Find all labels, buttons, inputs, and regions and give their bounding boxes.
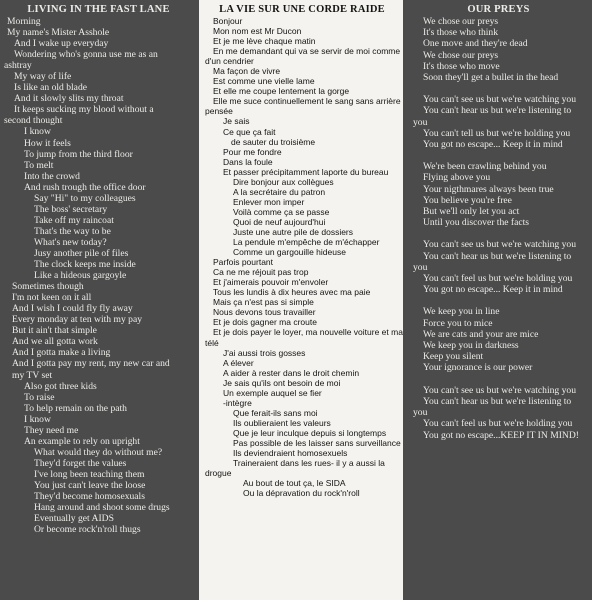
lyric-line: Every monday at ten with my pay <box>12 314 143 326</box>
lyric-line: You can't hear us but we're listening to <box>423 105 572 117</box>
lyric-line: pensée <box>205 106 233 117</box>
lyric-line: Je sais <box>223 116 250 127</box>
lyric-line: You can't see us but we're watching you <box>423 94 577 106</box>
lyric-line: de sauter du troisième <box>231 136 316 147</box>
lyric-line: Nous devons tous travailler <box>213 307 316 318</box>
lyric-line: How it feels <box>24 137 71 149</box>
lyric-line: Hang around and shoot some drugs <box>34 502 170 514</box>
lyric-line: The boss' secretary <box>34 203 108 215</box>
lyric-line: Eventually get AIDS <box>34 513 114 525</box>
lyric-line: The clock keeps me inside <box>34 259 136 271</box>
lyric-line: We are cats and your are mice <box>423 328 539 340</box>
lyric-line: I'm not keen on it all <box>12 292 92 304</box>
lyric-line: -intègre <box>223 397 252 408</box>
lyric-line: you <box>413 261 428 273</box>
lyric-line: Pas possible de les laisser sans surveillance <box>233 437 401 448</box>
lyric-line: Flying above you <box>423 172 491 184</box>
lyric-line: An example to rely on upright <box>24 435 140 447</box>
lyric-line: I know <box>24 126 51 138</box>
lyric-line: And I gotta pay my rent, my new car and <box>12 358 170 370</box>
lyric-line: What's new today? <box>34 236 107 248</box>
lyric-line: You can't hear us but we're listening to <box>423 250 572 262</box>
lyric-line <box>409 150 588 161</box>
lyric-line: What would they do without me? <box>34 446 163 458</box>
lyric-line: Est comme une vielle lame <box>213 76 315 87</box>
lyric-line: You can't feel us but we're holding you <box>423 273 573 285</box>
song-title: LIVING IN THE FAST LANE <box>27 4 170 15</box>
lyric-line: And it slowly slits my throat <box>14 93 124 105</box>
lyrics-lines <box>4 16 193 535</box>
lyric-line: Juste une autre pile de dossiers <box>233 226 354 237</box>
lyric-line: Parfois pourtant <box>213 257 274 268</box>
lyric-line: Ils deviendraient homosexuels <box>233 448 348 459</box>
lyric-line: Or become rock'n'roll thugs <box>34 524 141 536</box>
lyrics-column-middle <box>199 0 403 600</box>
lyric-line: my TV set <box>12 369 53 381</box>
lyric-line: And I wish I could fly fly away <box>12 303 133 315</box>
lyric-line: And I wake up everyday <box>14 38 109 50</box>
lyric-line: And rush trough the office door <box>24 181 146 193</box>
lyric-line: Jusy another pile of files <box>34 247 129 259</box>
lyric-line: We keep you in line <box>423 306 500 318</box>
lyric-line <box>409 374 588 385</box>
lyric-line: Force you to mice <box>423 317 493 329</box>
lyric-line: you <box>413 116 428 128</box>
lyric-line: You can't see us but we're watching you <box>423 239 577 251</box>
lyric-line: To jump from the third floor <box>24 148 133 160</box>
lyric-line: Et j'aimerais pouvoir m'envoler <box>213 277 329 288</box>
lyrics-lines <box>205 16 403 499</box>
lyric-line: Traineraient dans les rues- il y a aussi la <box>233 458 385 469</box>
lyric-line: Soon they'll get a bullet in the head <box>423 72 559 84</box>
lyric-line: It's those who think <box>423 27 499 39</box>
lyric-line: Ma façon de vivre <box>213 66 281 77</box>
lyric-line: Et je dois gagner ma croute <box>213 317 317 328</box>
lyric-line: En me demandant qui va se servir de moi comme <box>213 46 401 57</box>
lyric-line: To raise <box>24 391 55 403</box>
lyric-line: Quoi de neuf aujourd'hui <box>233 216 326 227</box>
lyric-line: We're been crawling behind you <box>423 161 547 173</box>
lyric-line: Voilà comme ça se passe <box>233 206 330 217</box>
lyric-line: Tous les lundis à dix heures avec ma paie <box>213 287 371 298</box>
lyric-line: Like a hideous gargoyle <box>34 270 127 282</box>
lyric-line: My name's Mister Asshole <box>7 27 110 39</box>
lyric-line: Et je dois payer le loyer, ma nouvelle voiture et ma <box>213 327 403 338</box>
lyric-line: Take off my raincoat <box>34 214 114 226</box>
lyric-line: Morning <box>7 16 41 27</box>
lyric-line: To melt <box>24 159 54 171</box>
lyric-line: A élever <box>223 357 254 368</box>
lyric-line: But we'll only let you act <box>423 206 520 218</box>
lyric-line: My way of life <box>14 71 72 83</box>
lyric-line: Bonjour <box>213 16 243 26</box>
lyric-line: télé <box>205 337 219 348</box>
lyric-line: second thought <box>4 115 63 127</box>
lyric-line: Ce que ça fait <box>223 126 276 137</box>
lyric-line: I've long been teaching them <box>34 468 145 480</box>
lyric-line: Enlever mon imper <box>233 196 305 207</box>
lyric-line: Your nigthmares always been true <box>423 183 554 195</box>
lyric-line: We keep you in darkness <box>423 340 519 352</box>
lyric-line: It keeps sucking my blood without a <box>14 104 154 116</box>
lyric-line: Elle me suce continuellement le sang sans arrière <box>213 96 401 107</box>
lyric-line: You believe you're free <box>423 194 512 206</box>
lyric-line: You got no escape... Keep it in mind <box>423 139 563 151</box>
lyric-line: Say "Hi" to my colleagues <box>34 192 136 204</box>
lyric-line: d'un cendrier <box>205 56 254 67</box>
lyric-line: Ou la dépravation du rock'n'roll <box>243 488 360 499</box>
lyrics-lines <box>409 16 588 441</box>
lyrics-column-left <box>0 0 199 600</box>
lyric-line: We chose our preys <box>423 16 499 27</box>
lyric-line: Until you discover the facts <box>423 217 530 229</box>
lyric-line: you <box>413 407 428 419</box>
lyric-line: A aider à rester dans le droit chemin <box>223 367 360 378</box>
lyric-line: You can't tell us but we're holding you <box>423 127 571 139</box>
lyric-line: Dans la foule <box>223 156 273 167</box>
lyric-line: And I gotta make a living <box>12 347 111 359</box>
lyric-line: Au bout de tout ça, le SIDA <box>243 478 346 489</box>
lyric-line: You got no escape...KEEP IT IN MIND! <box>423 429 579 441</box>
lyric-line: Also got three kids <box>24 380 97 392</box>
lyric-line: Ca ne me réjouit pas trop <box>213 267 309 278</box>
lyric-line: Is like an old blade <box>14 82 87 94</box>
lyric-line: J'ai aussi trois gosses <box>223 347 306 358</box>
lyric-line: Sometimes though <box>12 281 84 293</box>
lyric-line <box>409 295 588 306</box>
lyric-line: Wondering who's gonna use me as an <box>14 49 158 61</box>
lyric-line: We chose our preys <box>423 49 499 61</box>
lyric-line: That's the way to be <box>34 225 111 237</box>
lyric-line: Je sais qu'ils ont besoin de moi <box>223 377 341 388</box>
song-title: OUR PREYS <box>467 4 530 15</box>
lyric-line: ashtray <box>4 60 32 72</box>
lyric-line: Un exemple auquel se fier <box>223 387 322 398</box>
lyric-line: You can't feel us but we're holding you <box>423 418 573 430</box>
song-title: LA VIE SUR UNE CORDE RAIDE <box>219 4 385 15</box>
lyric-line <box>409 228 588 239</box>
lyric-line <box>409 83 588 94</box>
lyric-line: Mais ça n'est pas si simple <box>213 297 314 308</box>
lyric-line: They need me <box>24 424 79 436</box>
lyric-line: Pour me fondre <box>223 146 282 157</box>
lyric-line: Et je me lève chaque matin <box>213 36 316 47</box>
lyrics-column-right <box>403 0 592 600</box>
lyric-line: I know <box>24 413 51 425</box>
lyric-line: Et passer précipitamment laporte du bureau <box>223 166 389 177</box>
lyric-line: Que je leur inculque depuis si longtemps <box>233 427 387 438</box>
lyric-line: You got no escape... Keep it in mind <box>423 284 563 296</box>
lyric-line: Keep you silent <box>423 351 484 363</box>
lyric-line: La pendule m'empêche de m'échapper <box>233 237 380 248</box>
lyric-line: To help remain on the path <box>24 402 127 414</box>
lyric-line: And we all gotta work <box>12 336 98 348</box>
lyric-line: A la secrétaire du patron <box>233 186 326 197</box>
lyric-line: It's those who move <box>423 60 500 72</box>
lyric-line: They'd become homosexuals <box>34 491 145 503</box>
lyric-line: You just can't leave the loose <box>34 479 146 491</box>
lyric-line: Dire bonjour aux collègues <box>233 176 334 187</box>
lyric-line: Mon nom est Mr Ducon <box>213 26 302 37</box>
lyric-line: Et elle me coupe lentement la gorge <box>213 86 350 97</box>
lyric-line: Into the crowd <box>24 170 80 182</box>
lyric-line: You can't hear us but we're listening to <box>423 395 572 407</box>
lyric-line: They'd forget the values <box>34 457 127 469</box>
lyric-line: Ils oublieraient les valeurs <box>233 417 331 428</box>
lyric-line: drogue <box>205 468 232 479</box>
lyric-line: Que ferait-ils sans moi <box>233 407 318 418</box>
lyric-line: You can't see us but we're watching you <box>423 384 577 396</box>
lyric-line: Comme un gargouille hideuse <box>233 247 346 258</box>
lyric-line: But it ain't that simple <box>12 325 97 337</box>
lyric-line: Your ignorance is our power <box>423 362 533 374</box>
lyric-line: One move and they're dead <box>423 38 528 50</box>
